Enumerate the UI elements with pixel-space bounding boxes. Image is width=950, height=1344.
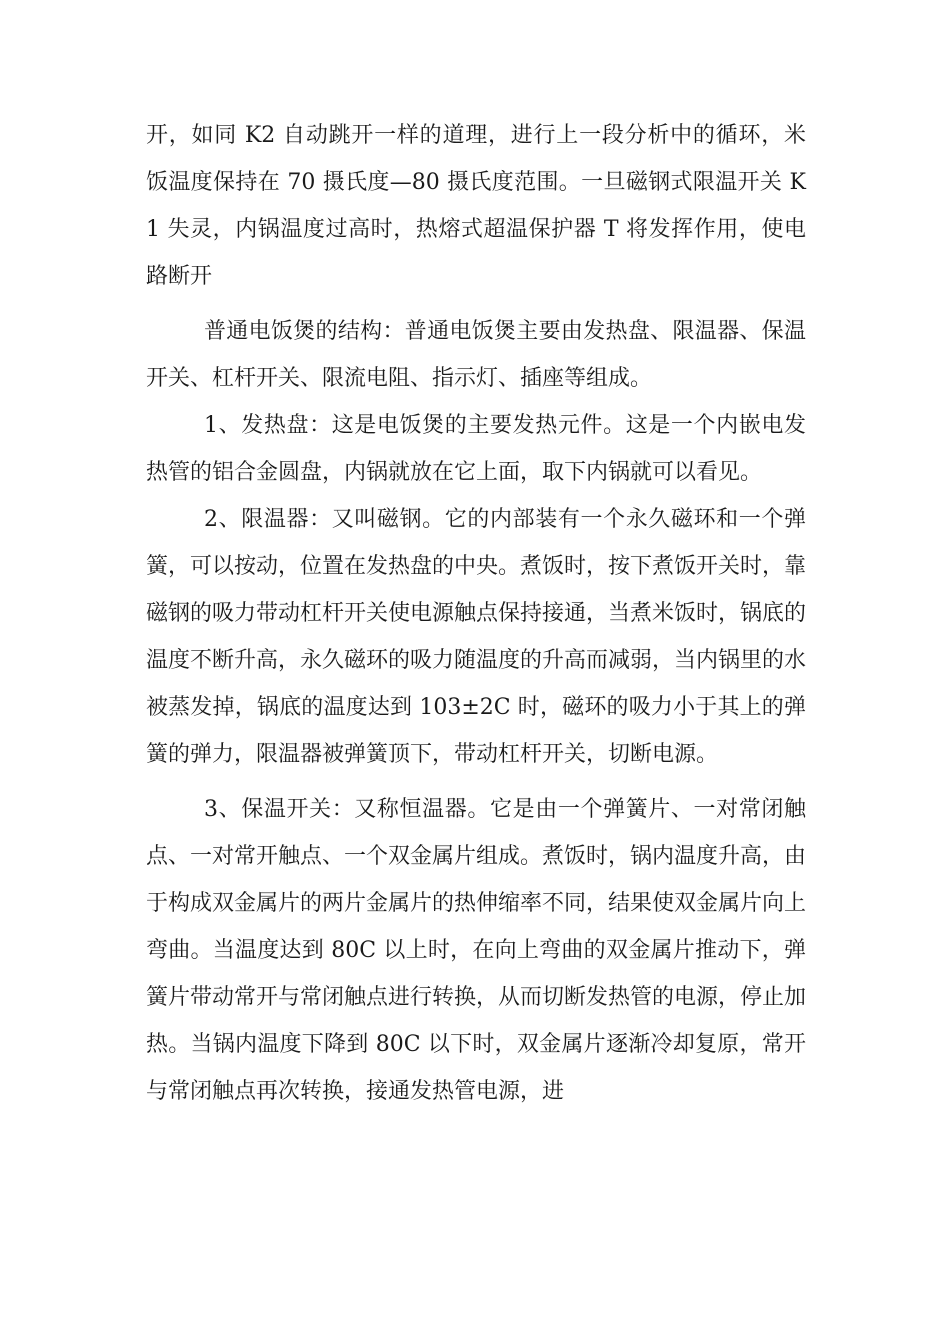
paragraph-structure-intro: 普通电饭煲的结构：普通电饭煲主要由发热盘、限温器、保温开关、杠杆开关、限流电阻、指示灯、插座等组成。 bbox=[146, 319, 806, 391]
paragraph-keep-warm-switch: 3、保温开关：又称恒温器。它是由一个弹簧片、一对常闭触点、一对常开触点、一个双金属片组成。煮饭时，锅内温度升高，由于构成双金属片的两片金属片的热伸缩率不同，结果使双金属片向上弯曲。当温度达到 80C 以上时，在向上弯曲的双金属片推动下，弹簧片带动常开与常闭触点进行转换，从而切断发热管的电源，停止加热。当锅内温度下降到 80C 以下时，双金属片逐渐冷却复原，常开与常闭触点再次转换，接通发热管电源，进 bbox=[146, 797, 807, 1104]
paragraph-thermostat-limiter: 2、限温器：又叫磁钢。它的内部装有一个永久磁环和一个弹簧，可以按动，位置在发热盘的中央。煮饭时，按下煮饭开关时，靠磁钢的吸力带动杠杆开关使电源触点保持接通，当煮米饭时，锅底的温度不断升高，永久磁环的吸力随温度的升高而减弱，当内锅里的水被蒸发掉，锅底的温度达到 103±2C 时，磁环的吸力小于其上的弹簧的弹力，限温器被弹簧顶下，带动杠杆开关，切断电源。 bbox=[146, 507, 807, 767]
paragraph-continued: 开，如同 K2 自动跳开一样的道理，进行上一段分析中的循环，米饭温度保持在 70 摄氏度—80 摄氏度范围。一旦磁钢式限温开关 K1 失灵，内锅温度过高时，热熔式超温保护器 T 将发挥作用，使电路断开 bbox=[146, 123, 806, 289]
paragraph-heating-plate: 1、发热盘：这是电饭煲的主要发热元件。这是一个内嵌电发热管的铝合金圆盘，内锅就放在它上面，取下内锅就可以看见。 bbox=[146, 413, 806, 485]
document-body bbox=[146, 112, 806, 1115]
